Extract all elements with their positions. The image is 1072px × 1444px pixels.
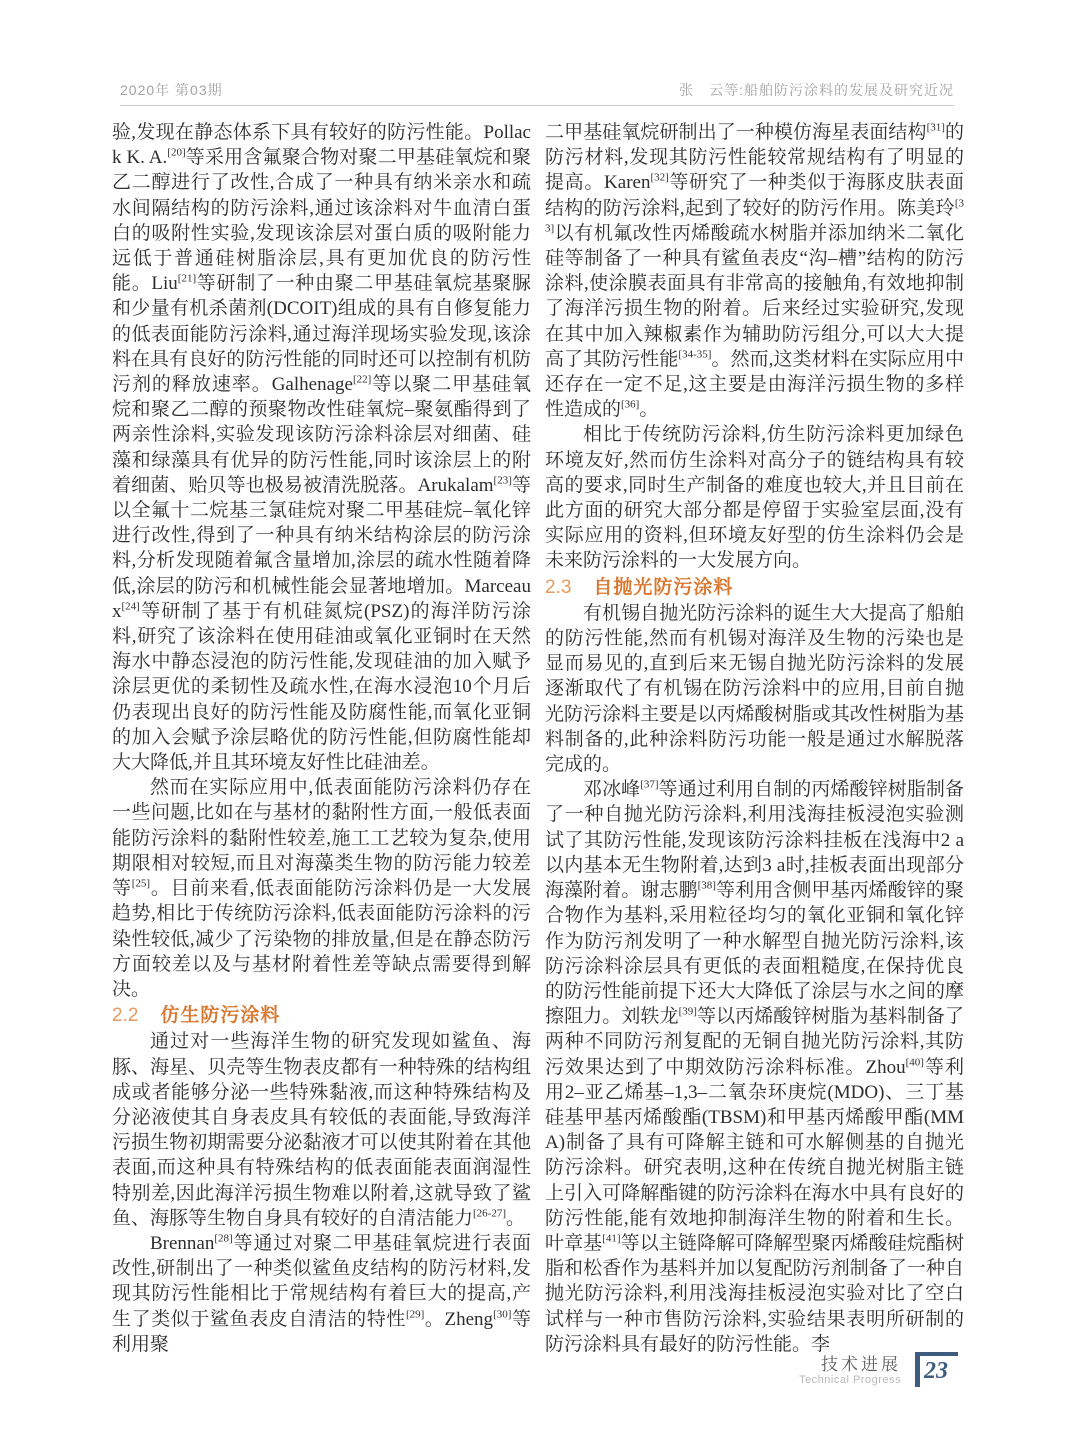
citation-ref: [23] — [493, 474, 512, 487]
section-heading-2.2 — [112, 1003, 531, 1028]
section-number: 2.3 — [545, 576, 572, 598]
paragraph: 二甲基硅氧烷研制出了一种模仿海星表面结构[31]的防污材料,发现其防污性能较常规结构有了明显的提高。Karen[32]等研究了一种类似于海豚皮肤表面结构的防污涂料,起到了较好的防污作用。陈美玲[33]以有机氟改性丙烯酸疏水树脂并添加纳米二氧化硅等制备了一种具有鲨鱼表皮“沟–槽”结构的防污涂料,使涂膜表面具有非常高的接触角,有效地抑制了海洋污损生物的附着。后来经过实验研究,发现在其中加入辣椒素作为辅助防污组分,可以大大提高了其防污性能[34-35]。然而,这类材料在实际应用中还存在一定不足,这主要是由海洋污损生物的多样性造成的[36]。 — [545, 121, 964, 421]
right-column — [545, 120, 964, 1357]
header-running-title: 张 云等:船舶防污涂料的发展及研究近况 — [679, 82, 954, 98]
section-heading-2.3 — [545, 575, 964, 600]
page-number-box — [915, 1352, 958, 1387]
paragraph: 通过对一些海洋生物的研究发现如鲨鱼、海豚、海星、贝壳等生物表皮都有一种特殊的结构组成或者能够分泌一些特殊黏液,而这种特殊结构及分泌液使其自身表皮具有较低的表面能,导致海洋污损生物初期需要分泌黏液才可以使其附着在其他表面,而这种具有特殊结构的低表面能表面润湿性特别差,因此海洋污损生物难以附着,这就导致了鲨鱼、海豚等生物自身具有较好的自清洁能力[26-27]。 — [112, 1031, 531, 1229]
paragraph: 然而在实际应用中,低表面能防污涂料仍存在一些问题,比如在与基材的黏附性方面,一般低表面能防污涂料的黏附性较差,施工工艺较为复杂,使用期限相对较短,而且对海藻类生物的防污能力较差等[25]。目前来看,低表面能防污涂料仍是一大发展趋势,相比于传统防污涂料,低表面能防污涂料的污染性较低,减少了污染物的排放量,但是在静态防污方面较差以及与基材附着性差等缺点需要得到解决。 — [112, 777, 531, 1000]
citation-ref: [39] — [678, 1005, 697, 1018]
paragraph: Brennan[28]等通过对聚二甲基硅氧烷进行表面改性,研制出了一种类似鲨鱼皮结构的防污材料,发现其防污性能相比于常规结构有着巨大的提高,产生了类似于鲨鱼表皮自清洁的特性[29]。Zheng[30]等利用聚 — [112, 1232, 531, 1355]
citation-ref: [38] — [697, 879, 716, 892]
section-title: 自抛光防污涂料 — [593, 576, 734, 598]
page-footer — [799, 1352, 958, 1387]
paragraph: 相比于传统防污涂料,仿生防污涂料更加绿色环境友好,然而仿生涂料对高分子的链结构具有较高的要求,同时生产制备的难度也较大,并且目前在此方面的研究大部分都是停留于实验室层面,没有实际应用的资料,但环境友好型的仿生涂料仍会是未来防污涂料的一大发展方向。 — [545, 424, 964, 572]
citation-ref: [20] — [167, 146, 186, 159]
citation-ref: [26-27] — [473, 1207, 507, 1220]
header-issue: 2020年 第03期 — [120, 82, 223, 98]
left-column — [112, 120, 531, 1357]
citation-ref: [37] — [640, 778, 659, 791]
citation-ref: [31] — [926, 121, 945, 134]
citation-ref: [25] — [131, 877, 151, 890]
paragraph: 有机锡自抛光防污涂料的诞生大大提高了船舶的防污性能,然而有机锡对海洋及生物的污染也是显而易见的,直到后来无锡自抛光防污涂料的发展逐渐取代了有机锡在防污涂料中的应用,目前自抛光防污涂料主要是以丙烯酸树脂或其改性树脂为基料制备的,此种涂料防污功能一般是通过水解脱落完成的。 — [545, 602, 964, 776]
citation-ref: [21] — [177, 272, 197, 285]
section-number: 2.2 — [112, 1005, 139, 1027]
citation-ref: [32] — [650, 172, 669, 185]
citation-ref: [40] — [905, 1056, 924, 1069]
paragraph: 邓冰峰[37]等通过利用自制的丙烯酸锌树脂制备了一种自抛光防污涂料,利用浅海挂板浸泡实验测试了其防污性能,发现该防污涂料挂板在浅海中2 a以内基本无生物附着,达到3 a时,挂板表面出现部分海藻附着。谢志鹏[38]等利用含侧甲基丙烯酸锌的聚合物作为基料,采用粒径均匀的氧化亚铜和氧化锌作为防污剂发明了一种水解型自抛光防污涂料,该防污涂料涂层具有更低的表面粗糙度,在保持优良的防污性能前提下还大大降低了涂层与水之间的摩擦阻力。刘轶龙[39]等以丙烯酸锌树脂为基料制备了两种不同防污剂复配的无铜自抛光防污涂料,其防污效果达到了中期效防污涂料标准。Zhou[40]等利用2–亚乙烯基–1,3–二氧杂环庚烷(MDO)、三丁基硅基甲基丙烯酸酯(TBSM)和甲基丙烯酸甲酯(MMA)制备了具有可降解主链和可水解侧基的自抛光防污涂料。研究表明,这种在传统自抛光树脂主链上引入可降解酯键的防污涂料在海水中具有良好的防污性能,能有效地抑制海洋生物的附着和生长。叶章基[41]等以主链降解可降解型聚丙烯酸硅烷酯树脂和松香作为基料并加以复配防污剂制备了一种自抛光防污涂料,利用浅海挂板浸泡实验对比了空白试样与一种市售防污涂料,实验结果表明所研制的防污涂料具有最好的防污性能。李 — [545, 778, 964, 1355]
footer-section-en: Technical Progress — [799, 1374, 901, 1386]
paragraph: 验,发现在静态体系下具有较好的防污性能。Pollack K. A.[20]等采用含氟聚合物对聚二甲基硅氧烷和聚乙二醇进行了改性,合成了一种具有纳米亲水和疏水间隔结构的防污涂料,通过该涂料对牛血清白蛋白的吸附性实验,发现该涂层对蛋白质的吸附能力远低于普通硅树脂涂层,具有更加优良的防污性能。Liu[21]等研制了一种由聚二甲基硅氧烷基聚脲和少量有机杀菌剂(DCOIT)组成的具有自修复能力的低表面能防污涂料,通过海洋现场实验发现,该涂料在具有良好的防污性能的同时还可以控制有机防污剂的释放速率。Galhenage[22]等以聚二甲基硅氧烷和聚乙二醇的预聚物改性硅氧烷–聚氨酯得到了两亲性涂料,实验发现该防污涂料涂层对细菌、硅藻和绿藻具有优异的防污性能,同时该涂层上的附着细菌、贻贝等也极易被清洗脱落。Arukalam[23]等以全氟十二烷基三氯硅烷对聚二甲基硅烷–氧化锌进行改性,得到了一种具有纳米结构涂层的防污涂料,分析发现随着氟含量增加,涂层的疏水性随着降低,涂层的防污和机械性能会显著地增加。Marceaux[24]等研制了基于有机硅氮烷(PSZ)的海洋防污涂料,研究了该涂料在使用硅油或氧化亚铜时在天然海水中静态浸泡的防污性能,发现硅油的加入赋予涂层更优的柔韧性及疏水性,在海水浸泡10个月后仍表现出良好的防污性能及防腐性能,而氧化亚铜的加入会赋予涂层略优的防污性能,但防腐性能却大大降低,并且其环境友好性比硅油差。 — [112, 122, 531, 774]
citation-ref: [28] — [214, 1232, 233, 1245]
citation-ref: [24] — [121, 600, 140, 613]
section-title: 仿生防污涂料 — [160, 1005, 281, 1027]
footer-section-cn: 技术进展 — [821, 1355, 901, 1374]
citation-ref: [30] — [493, 1308, 512, 1321]
citation-ref: [29] — [405, 1308, 425, 1321]
citation-ref: [41] — [602, 1232, 621, 1245]
citation-ref: [34-35] — [678, 348, 712, 361]
page-number: 23 — [924, 1358, 948, 1384]
page-header — [120, 80, 954, 106]
footer-section-labels — [799, 1355, 901, 1387]
citation-ref: [33] — [545, 197, 964, 235]
citation-ref: [22] — [352, 373, 372, 386]
article-body — [112, 120, 964, 1357]
citation-ref: [36] — [621, 398, 640, 411]
